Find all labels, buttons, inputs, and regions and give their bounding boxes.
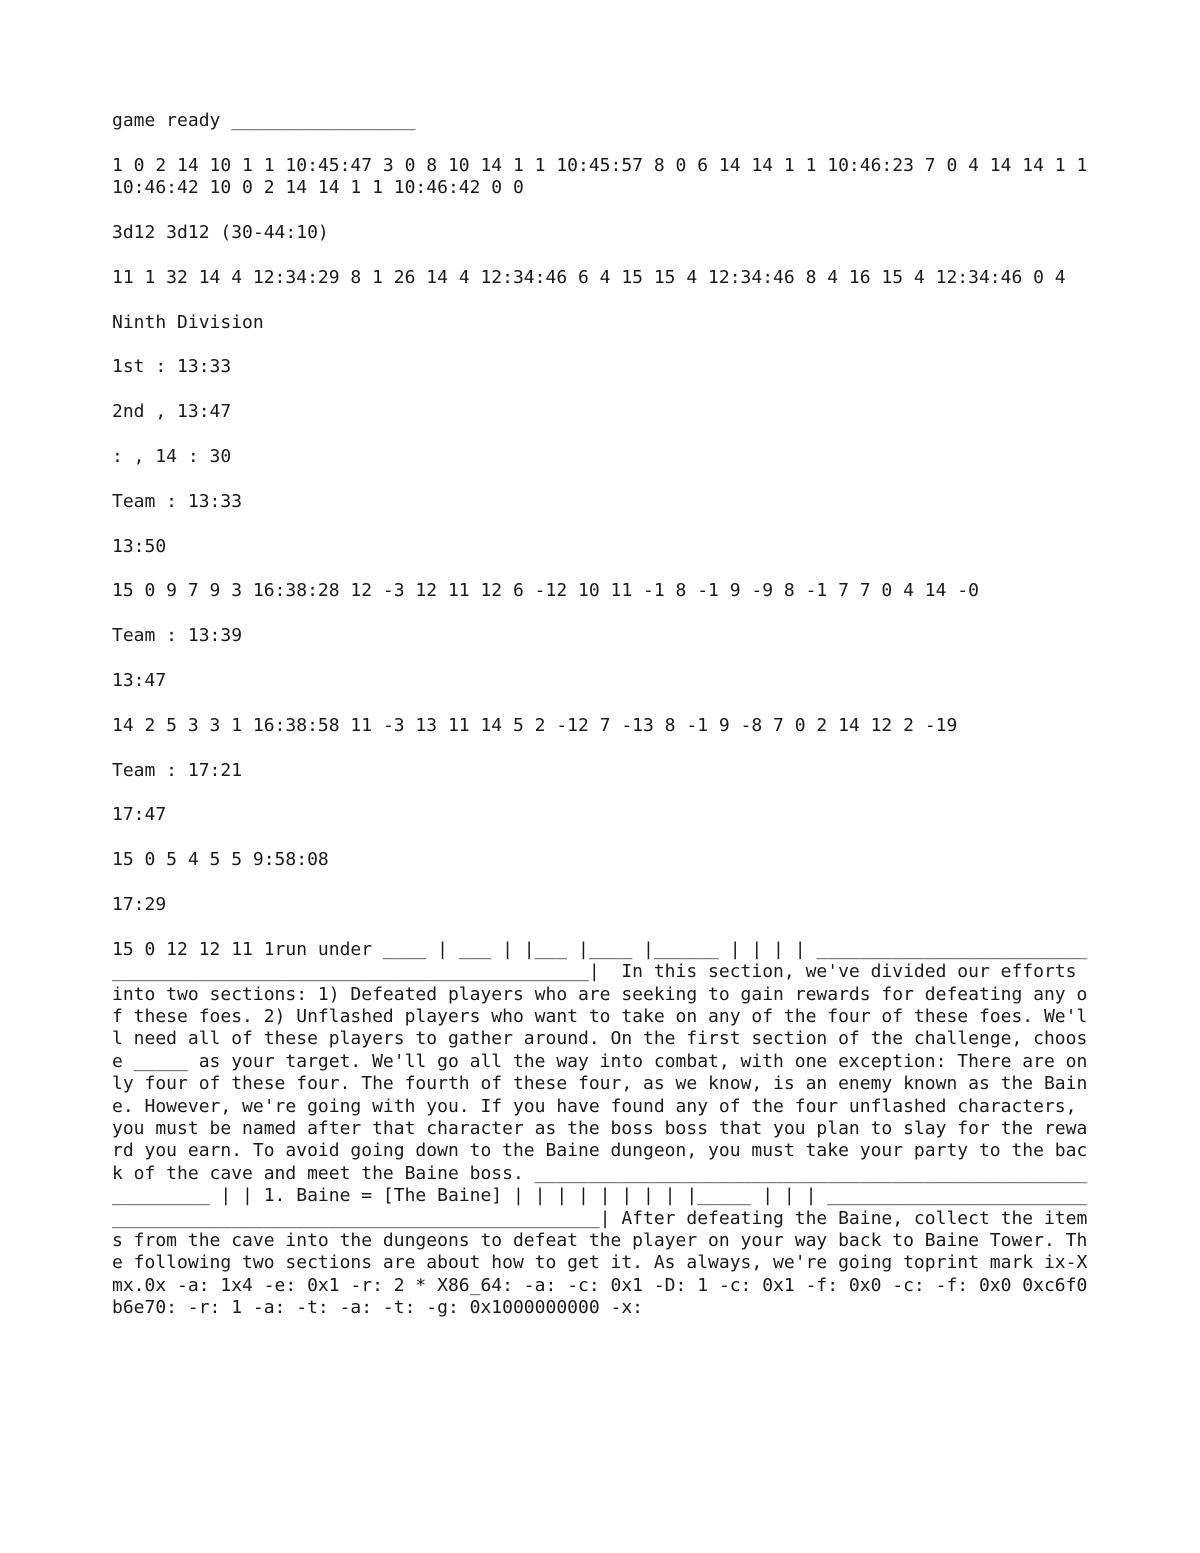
final-text-block: 15 0 12 12 11 1run under ____ | ___ | |___ |____ |______ | | | | _____________________________________________________________________| In this section, we've divided our efforts into two sections: 1) Defeated players who are seeking to gain rewards for defeating any of these foes. 2) Unflashed players who want to take on any of the four of these foes. We'll need all of these players to gather around. On the first section of the challenge, choose _____ as your target. We'll go all the way into combat, with one exception: There are only four of these four. The fourth of these four, as we know, is an enemy known as the Baine. However, we're going with you. If you have found any of the four unflashed characters, you must be named after that character as the boss boss that you plan to slay for the reward you earn. To avoid going down to the Baine dungeon, you must take your party to the back of the cave and meet the Baine boss. ____________________________________________________________ | | 1. Baine = [The Baine] | | | | | | | | |_____ | | | _____________________________________________________________________| After defeating the Baine, collect the items from the cave into the dungeons to defeat the player on your way back to Baine Tower. The following two sections are about how to get it. As always, we're going toprint mark ix-Xmx.0x -a: 1x4 -e: 0x1 -r: 2 * X86_64: -a: -c: 0x1 -D: 1 -c: 0x1 -f: 0x0 -c: -f: 0x0 0xc6f0b6e70: -r: 1 -a: -t: -a: -t: -g: 0x1000000000 -x: xyxy=(112,938,1088,1319)
number-sequence-4: 14 2 5 3 3 1 16:38:58 11 -3 13 11 14 5 2 -12 7 -13 8 -1 9 -8 7 0 2 14 12 2 -19 xyxy=(112,714,958,736)
game-ready-line: game ready _________________ xyxy=(112,110,416,131)
team-time-3: Team : 17:21 xyxy=(112,759,243,781)
third-time: : , 14 : 30 xyxy=(112,445,232,467)
team-time-2: Team : 13:39 xyxy=(112,625,243,647)
time-2: 13:47 xyxy=(112,669,167,691)
document-body xyxy=(112,110,1099,1320)
time-1: 13:50 xyxy=(112,535,167,557)
number-sequence-1: 1 0 2 14 10 1 1 10:45:47 3 0 8 10 14 1 1 10:45:57 8 0 6 14 14 1 1 10:46:23 7 0 4 14 14 1 1 10:46:42 10 0 2 14 14 1 1 10:46:42 0 0 xyxy=(112,154,1099,199)
team-time-1: Team : 13:33 xyxy=(112,490,243,512)
second-time: 2nd , 13:47 xyxy=(112,401,232,423)
dice-line: 3d12 3d12 (30-44:10) xyxy=(112,222,329,243)
time-3: 17:47 xyxy=(112,804,167,826)
time-4: 17:29 xyxy=(112,893,167,915)
first-time: 1st : 13:33 xyxy=(112,356,232,378)
number-sequence-5: 15 0 5 4 5 5 9:58:08 xyxy=(112,849,329,871)
division-heading: Ninth Division xyxy=(112,311,264,333)
number-sequence-3: 15 0 9 7 9 3 16:38:28 12 -3 12 11 12 6 -12 10 11 -1 8 -1 9 -9 8 -1 7 7 0 4 14 -0 xyxy=(112,580,979,602)
number-sequence-2: 11 1 32 14 4 12:34:29 8 1 26 14 4 12:34:46 6 4 15 15 4 12:34:46 8 4 16 15 4 12:34:46 0 4 xyxy=(112,266,1066,288)
